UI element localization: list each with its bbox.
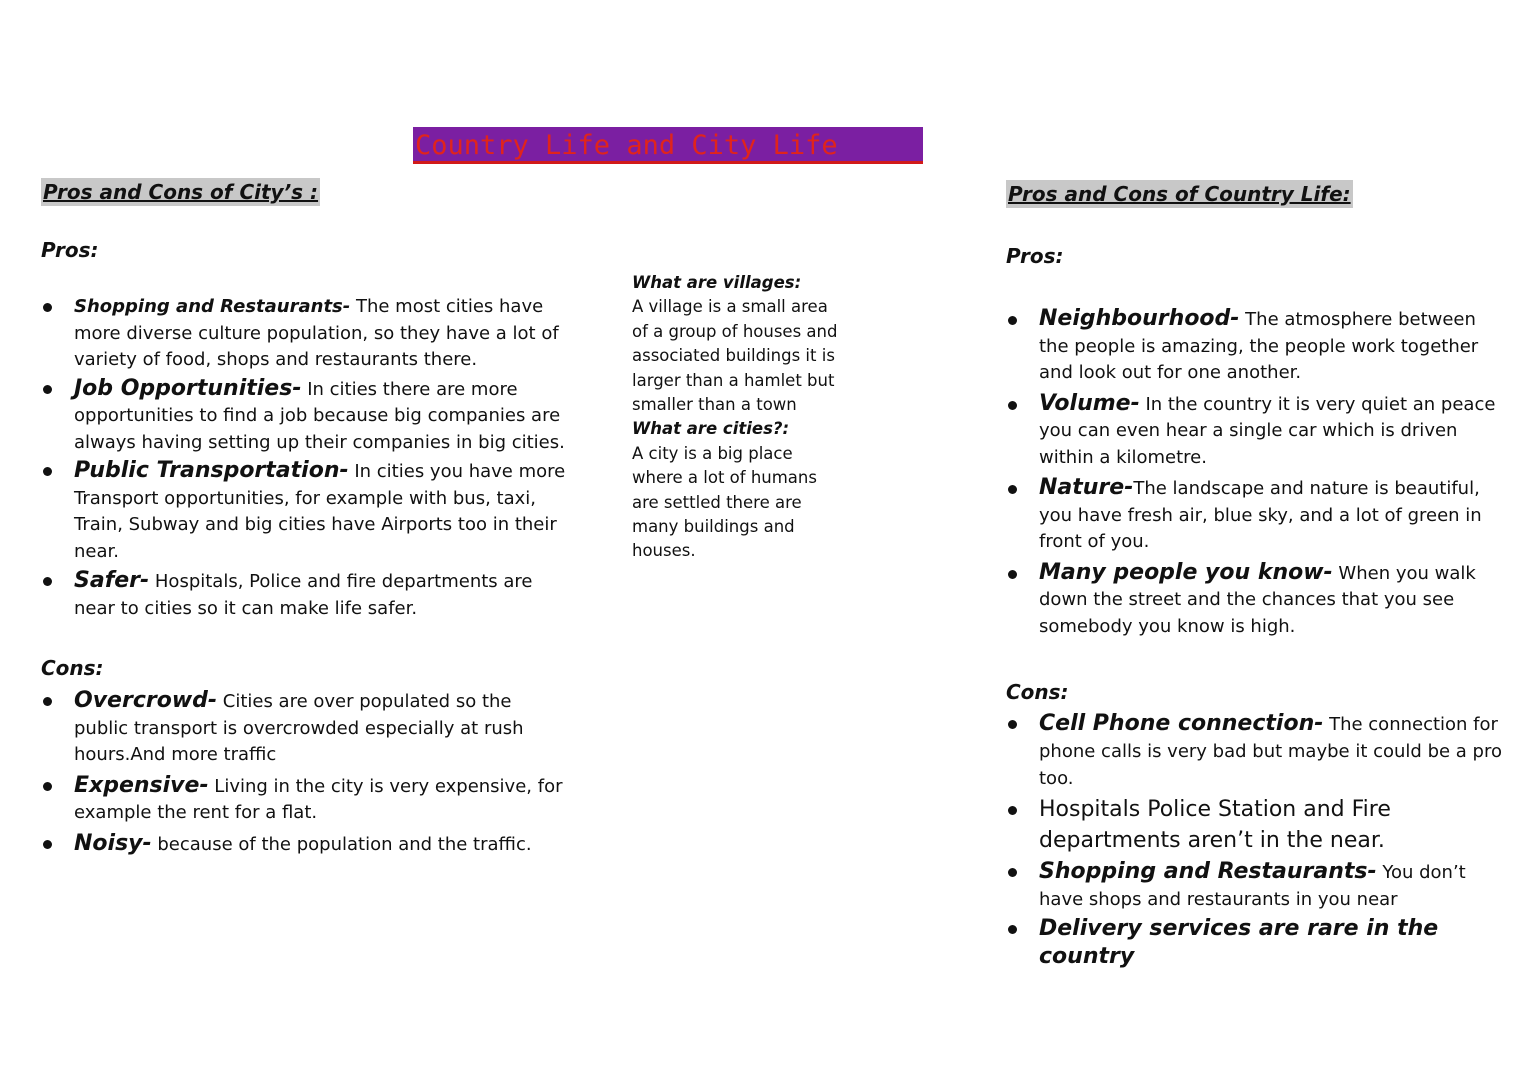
item-label: Shopping and Restaurants-	[1039, 859, 1377, 884]
item-text: In cities there are more opportunities to find a job because big companies are always having setting up their companies in big cities.	[74, 378, 565, 453]
villages-answer: A village is a small area of a group of houses and associated buildings it is larger than a hamlet but smaller than a town	[632, 297, 838, 415]
villages-question: What are villages:	[632, 273, 802, 292]
country-cons-label: Cons:	[1006, 680, 1069, 704]
city-pros-list	[41, 294, 571, 624]
list-item	[1006, 710, 1506, 792]
city-pros-label: Pros:	[41, 238, 99, 262]
item-label: Job Opportunities-	[74, 375, 302, 401]
city-heading: Pros and Cons of City’s :	[43, 180, 319, 204]
list-item	[1006, 306, 1506, 387]
item-label: Shopping and Restaurants-	[74, 296, 351, 317]
list-item	[41, 294, 571, 374]
item-text: In cities you have more Transport opportunities, for example with bus, taxi, Train, Subway and big cities have Airports too in their near.	[74, 461, 566, 562]
cities-answer: A city is a big place where a lot of humans are settled there are many buildings and houses.	[632, 443, 817, 561]
item-label: Cell Phone connection-	[1039, 711, 1324, 736]
item-text: Living in the city is very expensive, for example the rent for a flat.	[74, 775, 563, 823]
item-label: Delivery services are rare in the country	[1039, 916, 1439, 969]
list-item	[1006, 858, 1506, 913]
item-text: In the country it is very quiet an peace you can even hear a single car which is driven within a kilometre.	[1039, 393, 1496, 468]
item-text: The most cities have more diverse culture population, so they have a lot of variety of food, shops and restaurants there.	[74, 296, 559, 370]
item-text: You don’t have shops and restaurants in you near	[1039, 862, 1466, 910]
item-label: Many people you know-	[1039, 559, 1333, 585]
item-label: Public Transportation-	[74, 458, 349, 483]
list-item	[41, 688, 571, 769]
list-item	[41, 773, 571, 827]
country-pros-label: Pros:	[1006, 244, 1064, 268]
list-item	[1006, 915, 1506, 971]
list-item	[1006, 794, 1506, 856]
item-text: The landscape and nature is beautiful, you have fresh air, blue sky, and a lot of green in front of you.	[1039, 478, 1482, 552]
list-item	[41, 831, 571, 859]
item-label: Safer-	[74, 568, 150, 593]
item-label: Overcrowd-	[74, 688, 218, 713]
list-item	[1006, 391, 1506, 472]
list-item	[41, 568, 571, 622]
item-label: Neighbourhood-	[1039, 306, 1240, 331]
item-label: Nature-	[1039, 475, 1134, 500]
list-item	[1006, 560, 1506, 641]
definitions	[632, 271, 847, 564]
item-text: Hospitals, Police and fire departments are near to cities so it can make life safer.	[74, 571, 533, 619]
list-item	[41, 376, 571, 457]
item-text: Hospitals Police Station and Fire departments aren’t in the near.	[1039, 797, 1391, 853]
cities-question: What are cities?:	[632, 419, 790, 439]
list-item	[1006, 475, 1506, 556]
city-cons-list	[41, 688, 571, 862]
country-pros-list	[1006, 306, 1506, 644]
country-cons-list	[1006, 710, 1506, 973]
document-title: Country Life and City Life	[413, 127, 923, 164]
item-text: Cities are over populated so the public transport is overcrowded especially at rush hours.And more traffic	[74, 691, 524, 765]
item-label: Volume-	[1039, 390, 1140, 416]
item-text: When you walk down the street and the chances that you see somebody you know is high.	[1039, 562, 1476, 637]
item-text: The atmosphere between the people is amazing, the people work together and look out for one another.	[1039, 309, 1479, 383]
item-text: The connection for phone calls is very bad but maybe it could be a pro too.	[1039, 714, 1502, 789]
city-cons-label: Cons:	[41, 656, 104, 680]
list-item	[41, 458, 571, 565]
country-heading: Pros and Cons of Country Life:	[1008, 182, 1351, 206]
item-text: because of the population and the traffic.	[151, 833, 532, 855]
item-label: Noisy-	[74, 830, 152, 856]
item-label: Expensive-	[74, 772, 209, 798]
